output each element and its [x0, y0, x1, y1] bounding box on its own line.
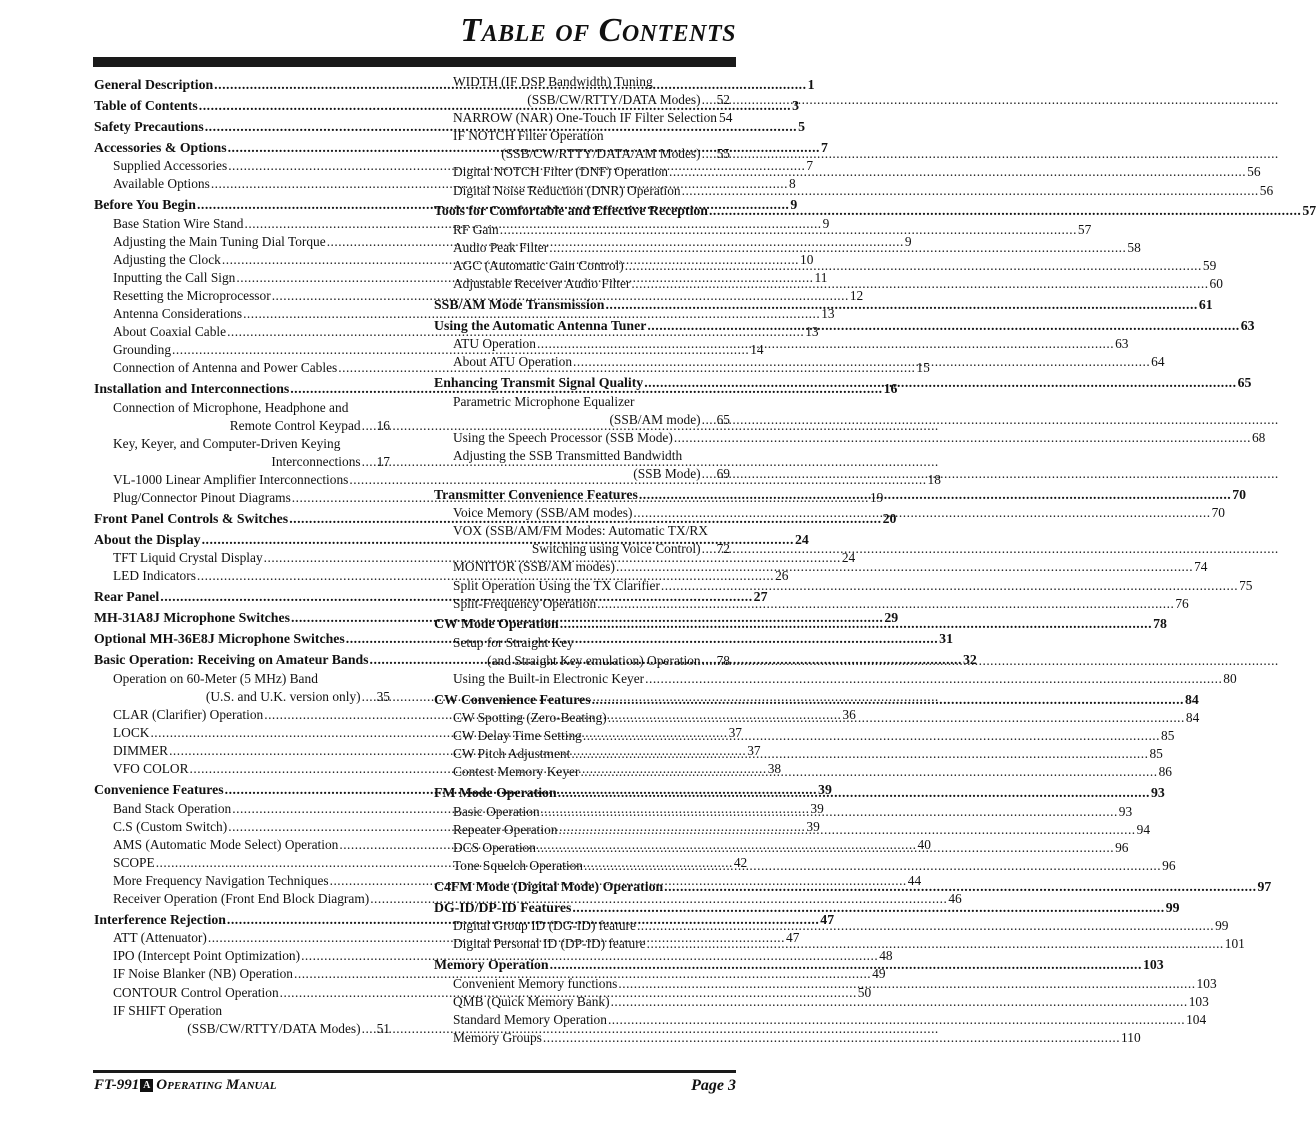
toc-page-number: 59 [1202, 257, 1217, 273]
toc-subsection-entry[interactable] [434, 993, 1209, 1011]
dot-leader [572, 899, 1164, 918]
toc-page-number: 18 [927, 471, 941, 487]
toc-page-number: 101 [1224, 936, 1245, 952]
dot-leader [608, 1011, 1185, 1029]
toc-page-number: 40 [917, 836, 931, 852]
toc-entry-title: Antenna Considerations [113, 306, 243, 322]
toc-entry-title: TFT Liquid Crystal Display [113, 550, 263, 566]
toc-entry-title-continued: (SSB/CW/RTTY/DATA Modes) [527, 92, 701, 108]
toc-subsection-entry[interactable] [434, 239, 1141, 257]
toc-entry-title: QMB (Quick Memory Bank) [453, 993, 610, 1009]
toc-page-number: 39 [806, 818, 820, 834]
dot-leader [500, 221, 1077, 239]
dot-leader [661, 577, 1238, 595]
toc-page-number: 7 [806, 158, 814, 174]
toc-entry-title: SCOPE [113, 854, 155, 870]
toc-page-number: 85 [1149, 746, 1163, 762]
toc-entry-title: IF SHIFT Operation [113, 1002, 223, 1018]
toc-page-number: 56 [1259, 182, 1274, 198]
dot-leader [537, 839, 1114, 857]
toc-page-number: 37 [747, 743, 761, 759]
toc-entry-title: Adjusting the SSB Transmitted Bandwidth [453, 447, 683, 463]
toc-entry-title-continued: Remote Control Keypad [229, 417, 361, 433]
toc-entry-title: CW Delay Time Setting [453, 728, 582, 744]
toc-entry-title: AGC (Automatic Gain Control) [453, 257, 624, 273]
toc-entry-title-continued: Switching using Voice Control) [531, 541, 701, 557]
page-title: Table of Contents [460, 12, 736, 49]
toc-page-number: 74 [1194, 559, 1208, 575]
toc-page-number: 70 [1232, 486, 1247, 502]
dot-leader [550, 956, 1142, 975]
toc-page-number: 56 [1247, 164, 1261, 180]
toc-entry-title: AMS (Automatic Mode Select) Operation [113, 836, 339, 852]
toc-entry-title-continued: (and Straight Key emulation) Operation [487, 652, 701, 668]
toc-page-number: 11 [814, 269, 828, 285]
dot-leader [702, 411, 716, 429]
dot-leader [647, 935, 1224, 953]
toc-entry-title: SSB/AM Mode Transmission [434, 296, 605, 312]
toc-entry-title: RF Gain [453, 221, 499, 237]
toc-entry-title: Tone Squelch Operation [453, 857, 583, 873]
toc-entry-title: Using the Speech Processor (SSB Mode) [453, 429, 673, 445]
toc-entry-title: DCS Operation [453, 839, 536, 855]
toc-page-number: 1 [807, 76, 815, 92]
toc-entry-title: Setup for Straight Key [453, 634, 574, 650]
toc-entry-title: C.S (Custom Switch) [113, 818, 228, 834]
toc-entry-title-continued: Interconnections [271, 453, 361, 469]
toc-page-number: 61 [1198, 296, 1213, 312]
dot-leader [618, 975, 1195, 993]
toc-page-number: 103 [1196, 975, 1217, 991]
dot-leader [592, 691, 1184, 710]
toc-subsection-entry[interactable] [434, 221, 1092, 239]
toc-page-number: 72 [716, 541, 730, 557]
toc-entry-title: C4FM Mode (Digital Mode) Operation [434, 878, 664, 894]
toc-entry-title-continued: (U.S. and U.K. version only) [205, 689, 361, 704]
toc-page-number: 27 [753, 589, 768, 605]
dot-leader [702, 91, 716, 109]
toc-entry-title-continued: (SSB/CW/RTTY/DATA/AM Modes) [501, 146, 701, 162]
dot-leader [541, 803, 1118, 821]
dot-leader [637, 917, 1214, 935]
toc-page-number: 60 [1209, 276, 1223, 292]
toc-entry-title: Memory Operation [434, 957, 549, 972]
dot-leader [702, 145, 716, 163]
toc-page-number: 8 [788, 176, 796, 192]
toc-entry-title: Before You Begin [94, 197, 196, 213]
toc-entry-title: DIMMER [113, 743, 169, 759]
toc-page-number: 26 [775, 568, 789, 584]
toc-page-number: 17 [376, 453, 390, 469]
toc-page-number: 85 [1161, 728, 1175, 744]
toc-entry-title: Plug/Connector Pinout Diagrams [113, 490, 291, 506]
footer-badge: A [140, 1079, 153, 1092]
toc-entry-title: CW Convenience Features [434, 691, 591, 707]
toc-entry-title: CW Mode Operation [434, 616, 559, 632]
toc-entry-title: Contest Memory Keyer [453, 764, 580, 780]
toc-subsection-entry[interactable] [434, 429, 1266, 447]
toc-subsection-entry[interactable] [94, 670, 390, 706]
toc-page-number: 35 [376, 689, 390, 704]
toc-entry-title: Using the Built-in Electronic Keyer [453, 671, 645, 686]
toc-entry-title: CW Pitch Adjustment [453, 746, 571, 762]
toc-entry-title: MONITOR (SSB/AM modes) [453, 559, 615, 575]
toc-entry-title: Adjustable Receiver Audio Filter [453, 276, 631, 292]
toc-entry-title: Transmitter Convenience Features [434, 486, 638, 502]
toc-entry-title: Convenient Memory functions [453, 975, 618, 991]
toc-page-number: 69 [716, 465, 730, 481]
toc-page-number: 103 [1188, 993, 1209, 1009]
toc-page-number: 46 [948, 891, 962, 907]
toc-page-number: 47 [786, 930, 800, 946]
toc-entry-title: Digital Noise Reduction (DNR) Operation [453, 182, 681, 198]
dot-leader [543, 1029, 1120, 1047]
dot-leader [560, 615, 1152, 634]
toc-entry-title: Operation on 60-Meter (5 MHz) Band [113, 670, 318, 686]
toc-entry-title: Installation and Interconnections [94, 381, 290, 397]
toc-page-number: 9 [822, 215, 830, 231]
toc-entry-title: Key, Keyer, and Computer-Driven Keying [113, 435, 341, 451]
toc-page-number: 78 [1153, 616, 1167, 632]
toc-entry-title: Interference Rejection [94, 911, 226, 927]
toc-entry-title: Enhancing Transmit Signal Quality [434, 375, 644, 391]
toc-subsection-entry[interactable] [94, 435, 390, 471]
toc-entry-title: ATU Operation [453, 336, 536, 352]
toc-entry-title: Band Stack Operation [113, 800, 232, 816]
toc-subsection-entry[interactable] [94, 1002, 390, 1038]
toc-entry-title: About Coaxial Cable [113, 324, 227, 340]
toc-entry-title: Adjusting the Clock [113, 251, 221, 267]
dot-leader [674, 429, 1251, 447]
dot-leader [608, 709, 1185, 727]
toc-page-number: 68 [1251, 429, 1266, 445]
dot-leader [639, 486, 1231, 505]
dot-leader [580, 763, 1157, 781]
toc-page-number: 86 [1158, 764, 1172, 780]
dot-leader [583, 727, 1160, 745]
toc-subsection-entry[interactable] [434, 577, 1253, 595]
toc-page-number: 44 [907, 872, 922, 888]
toc-page-number: 10 [800, 251, 814, 267]
toc-entry-title: Receiver Operation (Front End Block Diagram) [113, 891, 370, 907]
toc-page-number: 42 [733, 854, 748, 870]
dot-leader [702, 465, 716, 483]
toc-page-number: 76 [1175, 595, 1189, 611]
toc-subsection-entry[interactable] [434, 447, 730, 483]
toc-page-number: 110 [1121, 1029, 1141, 1045]
toc-page-number: 39 [818, 782, 832, 798]
toc-subsection-entry[interactable] [434, 1029, 1141, 1047]
toc-section-entry[interactable] [434, 691, 1199, 710]
toc-entry-title: About the Display [94, 531, 201, 547]
toc-page-number: 96 [1115, 839, 1129, 855]
toc-subsection-entry[interactable] [434, 73, 730, 109]
toc-entry-title: Resetting the Microprocessor [113, 288, 271, 304]
toc-entry-title: MH-31A8J Microphone Switches [94, 610, 290, 626]
dot-leader [362, 417, 376, 435]
toc-page-number: 58 [1127, 239, 1141, 255]
toc-entry-title: VFO COLOR [113, 761, 189, 777]
toc-page-number: 65 [716, 411, 730, 427]
toc-page-number: 103 [1142, 957, 1164, 972]
toc-subsection-entry[interactable] [94, 305, 835, 323]
toc-page-number: 9 [904, 233, 912, 249]
toc-page-number: 52 [716, 92, 730, 108]
toc-page-number: 9 [790, 197, 798, 213]
toc-entry-title: Split Operation Using the TX Clarifier [453, 577, 660, 593]
toc-entry-title: Using the Automatic Antenna Tuner [434, 317, 647, 333]
toc-entry-title: Inputting the Call Sign [113, 269, 236, 285]
footer-rule [93, 1070, 736, 1073]
toc-entry-title: Safety Precautions [94, 118, 204, 134]
toc-entry-title: Convenience Features [94, 782, 224, 798]
toc-page-number: 51 [376, 1020, 390, 1036]
toc-page-number: 24 [794, 531, 809, 547]
toc-entry-title: Connection of Antenna and Power Cables [113, 360, 338, 376]
toc-page-number: 49 [872, 966, 886, 982]
toc-subsection-entry[interactable] [434, 522, 730, 558]
toc-entry-title: CW Spotting (Zero-Beating) [453, 710, 607, 726]
toc-page-number: 63 [1115, 336, 1129, 352]
dot-leader [669, 163, 1246, 181]
toc-entry-title: LED Indicators [113, 568, 196, 584]
toc-entry-title: DG-ID/DP-ID Features [434, 899, 572, 915]
dot-leader [362, 453, 376, 471]
toc-entry-title: Available Options [113, 176, 210, 192]
toc-page-number: 97 [1257, 878, 1272, 894]
toc-page-number: 32 [962, 652, 977, 668]
footer-page-number: Page 3 [691, 1077, 736, 1094]
toc-page-number: 65 [1237, 375, 1252, 391]
toc-page-number: 29 [884, 610, 899, 626]
dot-leader [537, 335, 1114, 353]
toc-entry-title: CLAR (Clarifier) Operation [113, 707, 264, 723]
dot-leader [571, 745, 1148, 763]
toc-entry-title: Optional MH-36E8J Microphone Switches [94, 631, 345, 647]
toc-page-number: 94 [1136, 821, 1151, 837]
toc-entry-title: Tools for Comfortable and Effective Reception [434, 203, 708, 219]
toc-page-number: 55 [716, 146, 730, 162]
toc-page-number: 13 [821, 306, 835, 322]
dot-leader [362, 688, 376, 706]
toc-entry-title: Accessories & Options [94, 139, 227, 155]
toc-subsection-entry[interactable] [434, 182, 1274, 200]
toc-page-number: 93 [1151, 785, 1165, 801]
toc-page-number: 96 [1162, 857, 1176, 873]
toc-page-number: 50 [857, 984, 872, 1000]
toc-entry-title: Rear Panel [94, 589, 160, 605]
toc-page-number: 99 [1165, 899, 1180, 915]
dot-leader [362, 1020, 376, 1038]
toc-page-number: 16 [883, 381, 898, 397]
dot-leader [633, 504, 1210, 522]
toc-entry-title: Voice Memory (SSB/AM modes) [453, 505, 633, 521]
toc-entry-title: Parametric Microphone Equalizer [453, 393, 635, 409]
toc-entry-title: General Description [94, 76, 214, 92]
toc-entry-title: Connection of Microphone, Headphone and [113, 399, 349, 415]
dot-leader [645, 670, 1222, 688]
toc-entry-title: Supplied Accessories [113, 158, 228, 174]
toc-page-number: 24 [841, 550, 856, 566]
dot-leader [682, 182, 1259, 200]
toc-page-number: 12 [849, 288, 864, 304]
toc-section-entry[interactable] [434, 202, 1316, 221]
toc-entry-title: Basic Operation: Receiving on Amateur Bands [94, 652, 369, 668]
toc-subsection-entry[interactable] [434, 163, 1261, 181]
toc-page-number: 93 [1118, 803, 1133, 819]
dot-leader [631, 275, 1208, 293]
dot-leader [597, 595, 1174, 613]
toc-page-number: 31 [939, 631, 953, 647]
toc-entry-title: Digital NOTCH Filter (DNF) Operation [453, 164, 668, 180]
toc-entry-title: ATT (Attenuator) [113, 930, 207, 946]
toc-subsection-entry[interactable] [94, 399, 390, 435]
toc-entry-title: Repeater Operation [453, 821, 558, 837]
toc-page-number: 75 [1239, 577, 1253, 593]
dot-leader [664, 878, 1256, 897]
header-rule [93, 57, 736, 67]
dot-leader [702, 540, 716, 558]
toc-entry-title: Grounding [113, 342, 172, 358]
dot-leader [644, 374, 1236, 393]
toc-page-number: 47 [820, 911, 835, 927]
toc-entry-title: Adjusting the Main Tuning Dial Torque [113, 233, 326, 249]
toc-page-number: 99 [1215, 918, 1229, 934]
toc-entry-title: IF NOTCH Filter Operation [453, 128, 604, 144]
toc-page-number: 19 [869, 490, 884, 506]
toc-page-number: 104 [1186, 1011, 1207, 1027]
toc-entry-title: Memory Groups [453, 1029, 542, 1045]
dot-leader [625, 257, 1202, 275]
toc-entry-title: Basic Operation [453, 803, 540, 819]
toc-page-number: 36 [842, 707, 856, 723]
toc-page-number: 38 [767, 761, 782, 777]
toc-subsection-entry[interactable] [434, 670, 1237, 688]
toc-entry-title: NARROW (NAR) One-Touch IF Filter Selection [453, 110, 717, 126]
dot-leader [702, 652, 716, 670]
toc-entry-title: Front Panel Controls & Switches [94, 510, 289, 526]
toc-subsection-entry[interactable] [434, 634, 730, 670]
toc-page-number: 57 [1302, 203, 1316, 219]
toc-page-number: 15 [916, 360, 930, 376]
toc-page-number: 57 [1077, 221, 1092, 237]
dot-leader [616, 558, 1193, 576]
toc-page-number: 84 [1185, 691, 1199, 707]
toc-entry-title: Base Station Wire Stand [113, 215, 244, 231]
dot-leader [549, 239, 1126, 257]
toc-entry-title-continued: (SSB Mode) [633, 465, 701, 481]
dot-leader [611, 993, 1188, 1011]
toc-page-number: 37 [728, 725, 742, 741]
toc-page-number: 7 [820, 139, 828, 155]
toc-page-number: 80 [1223, 671, 1237, 686]
toc-page-number: 13 [805, 324, 819, 340]
footer-manual: Operating Manual [156, 1077, 277, 1093]
toc-entry-title-continued: (SSB/AM mode) [609, 411, 701, 427]
toc-page-number: 39 [810, 800, 824, 816]
toc-entry-title: Audio Peak Filter [453, 239, 549, 255]
toc-subsection-entry[interactable] [434, 109, 733, 127]
toc-entry-title: IPO (Intercept Point Optimization) [113, 948, 301, 964]
toc-entry-title: About ATU Operation [453, 354, 573, 370]
toc-entry-title: Split-Frequency Operation [453, 595, 597, 611]
toc-entry-title: CONTOUR Control Operation [113, 984, 279, 1000]
dot-leader [558, 821, 1135, 839]
toc-page-number: 64 [1151, 354, 1165, 370]
toc-entry-title: IF Noise Blanker (NB) Operation [113, 966, 293, 982]
toc-entry-title: Digital Group ID (DG-ID) feature [453, 918, 636, 934]
footer-manual-title [94, 1077, 277, 1094]
toc-page-number: 20 [882, 510, 897, 526]
toc-page-number: 48 [879, 948, 893, 964]
toc-entry-title: Digital Personal ID (DP-ID) feature [453, 936, 646, 952]
toc-page-number: 14 [750, 342, 764, 358]
dot-leader [709, 202, 1301, 221]
toc-entry-title: FM Mode Operation [434, 785, 557, 801]
toc-page-number: 78 [716, 652, 730, 668]
toc-page-number: 16 [376, 417, 390, 433]
toc-entry-title: Table of Contents [94, 97, 198, 113]
dot-leader [605, 296, 1197, 315]
toc-entry-title: VOX (SSB/AM/FM Modes: Automatic TX/RX [453, 523, 708, 539]
toc-page-number: 63 [1240, 317, 1255, 333]
toc-entry-title: WIDTH (IF DSP Bandwidth) Tuning [453, 74, 653, 89]
toc-subsection-entry[interactable] [434, 1011, 1207, 1029]
dot-leader [558, 784, 1150, 803]
toc-subsection-entry[interactable] [434, 393, 730, 429]
dot-leader [573, 353, 1150, 371]
dot-leader [584, 857, 1161, 875]
toc-page-number: 54 [719, 110, 733, 126]
toc-subsection-entry[interactable] [434, 127, 730, 163]
toc-entry-title: LOCK [113, 725, 150, 741]
dot-leader [647, 317, 1239, 336]
toc-entry-title: Standard Memory Operation [453, 1011, 607, 1027]
toc-entry-title: More Frequency Navigation Techniques [113, 872, 329, 888]
footer-model: FT-991 [94, 1077, 140, 1093]
toc-page-number: 3 [792, 97, 800, 113]
toc-entry-title: VL-1000 Linear Amplifier Interconnections [113, 471, 349, 487]
toc-page-number: 70 [1211, 505, 1225, 521]
toc-page-number: 5 [798, 118, 806, 134]
toc-page-number: 84 [1185, 710, 1200, 726]
toc-entry-title-continued: (SSB/CW/RTTY/DATA Modes) [187, 1020, 361, 1036]
